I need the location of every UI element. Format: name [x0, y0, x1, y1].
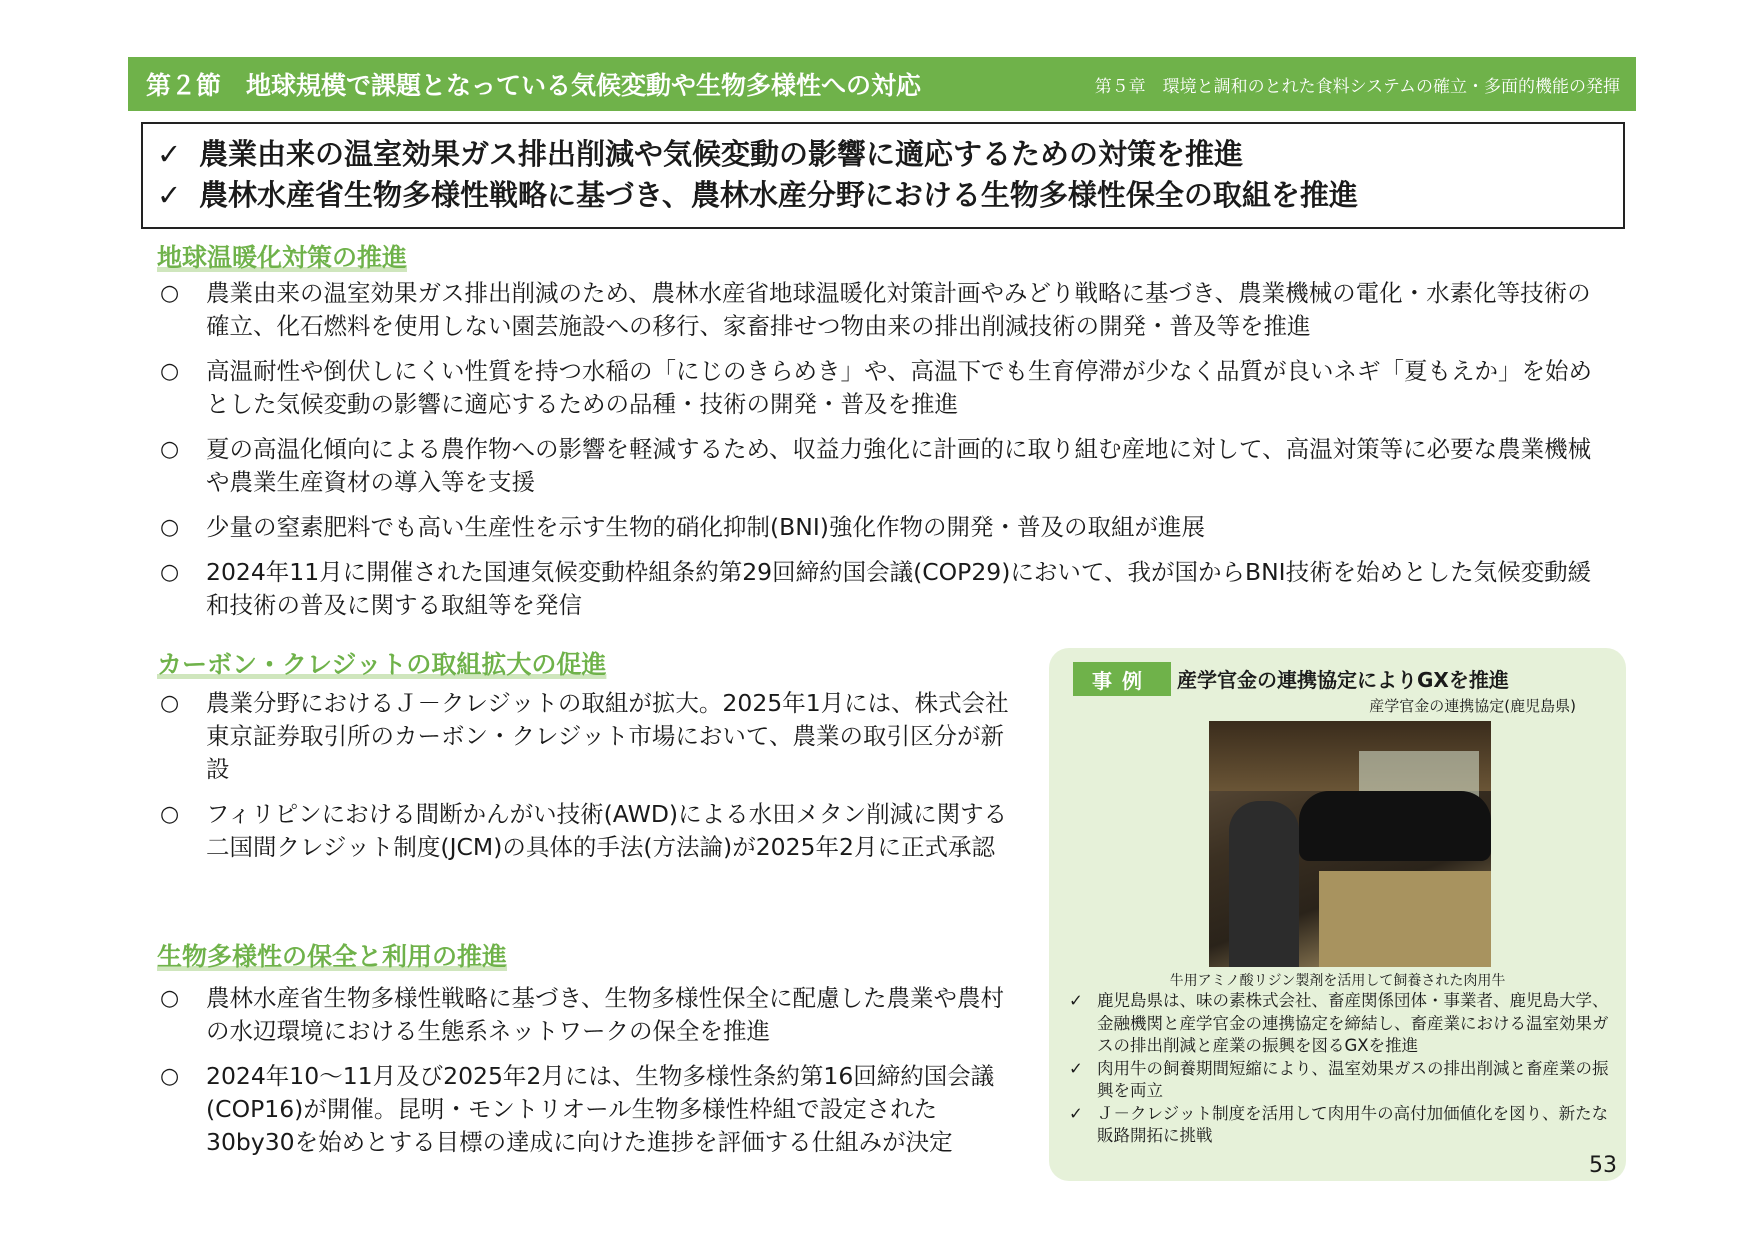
list-item: ○ 農業分野におけるＪ－クレジットの取組が拡大。2025年1月には、株式会社東京証券取引所のカーボン・クレジット市場において、農業の取引区分が新設 — [160, 689, 1009, 783]
section-header — [128, 57, 1636, 111]
summary-line — [157, 134, 1623, 175]
case-study-points — [1069, 990, 1609, 1148]
list-item: ○ 農業由来の温室効果ガス排出削減のため、農林水産省地球温暖化対策計画やみどり戦略に基づき、農業機械の電化・水素化等技術の確立、化石燃料を使用しない園芸施設への移行、家畜排せつ物由来の排出削減技術の開発・普及等を推進 — [160, 279, 1591, 340]
check-icon: ✓ — [157, 178, 182, 212]
section-heading-biodiversity: 生物多様性の保全と利用の推進 — [157, 942, 508, 971]
section-heading-carbon-credit: カーボン・クレジットの取組拡大の促進 — [157, 650, 607, 679]
cattle-figure — [1299, 791, 1491, 861]
feed-trough — [1319, 871, 1491, 967]
circle-bullet-icon: ○ — [160, 1064, 180, 1089]
summary-line — [157, 175, 1623, 216]
list-item: ○ フィリピンにおける間断かんがい技術(AWD)による水田メタン削減に関する二国間クレジット制度(JCM)の具体的手法(方法論)が2025年2月に正式承認 — [160, 800, 1008, 861]
circle-bullet-icon: ○ — [160, 986, 180, 1011]
list-item: ○ 高温耐性や倒伏しにくい性質を持つ水稲の「にじのきらめき」や、高温下でも生育停滞が少なく品質が良いネギ「夏もえか」を始めとした気候変動の影響に適応するための品種・技術の開発・普及を推進 — [160, 357, 1593, 418]
section-heading-global-warming: 地球温暖化対策の推進 — [157, 243, 408, 272]
photo-label: 産学官金の連携協定(鹿児島県) — [1369, 697, 1576, 715]
check-icon: ✓ — [157, 137, 182, 171]
circle-bullet-icon: ○ — [160, 281, 180, 306]
list-item: ○ 2024年10～11月及び2025年2月には、生物多様性条約第16回締約国会議(COP16)が開催。昆明・モントリオール生物多様性枠組で設定された30by30を始めとする目標の達成に向けた進捗を評価する仕組みが決定 — [160, 1062, 995, 1156]
circle-bullet-icon: ○ — [160, 359, 180, 384]
circle-bullet-icon: ○ — [160, 691, 180, 716]
list-item: ✓ Ｊ－クレジット制度を活用して肉用牛の高付加価値化を図り、新たな販路開拓に挑戦 — [1069, 1103, 1609, 1145]
check-icon: ✓ — [1069, 991, 1083, 1010]
photo-caption: 牛用アミノ酸リジン製剤を活用して飼養された肉用牛 — [1169, 973, 1506, 989]
check-icon: ✓ — [1069, 1058, 1083, 1078]
bullet-list-biodiversity — [160, 982, 1025, 1159]
list-item: ✓ 肉用牛の飼養期間短縮により、温室効果ガスの排出削減と畜産業の振興を両立 — [1069, 1058, 1609, 1100]
bullet-list-carbon-credit — [160, 687, 1025, 864]
check-icon: ✓ — [1069, 1103, 1083, 1123]
bullet-list-global-warming — [160, 277, 1600, 622]
case-study-title: 産学官金の連携協定によりGXを推進 — [1177, 668, 1509, 692]
section-title: 第２節 地球規模で課題となっている気候変動や生物多様性への対応 — [146, 71, 922, 100]
list-item: ○ 夏の高温化傾向による農作物への影響を軽減するため、収益力強化に計画的に取り組む産地に対して、高温対策等に必要な農業機械や農業生産資材の導入等を支援 — [160, 435, 1592, 496]
circle-bullet-icon: ○ — [160, 437, 180, 462]
list-item: ○ 少量の窒素肥料でも高い生産性を示す生物的硝化抑制(BNI)強化作物の開発・普及の取組が進展 — [160, 511, 1600, 544]
summary-text: 農業由来の温室効果ガス排出削減や気候変動の影響に適応するための対策を推進 — [199, 137, 1244, 171]
case-study-box — [1049, 648, 1626, 1181]
list-item: ○ 農林水産省生物多様性戦略に基づき、生物多様性保全に配慮した農業や農村の水辺環境における生態系ネットワークの保全を推進 — [160, 984, 1005, 1045]
page-number: 53 — [1589, 1153, 1617, 1178]
chapter-title: 第５章 環境と調和のとれた食料システムの確立・多面的機能の発揮 — [1094, 76, 1620, 97]
summary-text: 農林水産省生物多様性戦略に基づき、農林水産分野における生物多様性保全の取組を推進 — [199, 178, 1358, 212]
list-item: ✓ 鹿児島県は、味の素株式会社、畜産関係団体・事業者、鹿児島大学、金融機関と産学官金の連携協定を締結し、畜産業における温室効果ガスの排出削減と産業の振興を図るGXを推進 — [1069, 991, 1609, 1055]
person-figure — [1229, 801, 1299, 967]
circle-bullet-icon: ○ — [160, 560, 180, 585]
list-item: ○ 2024年11月に開催された国連気候変動枠組条約第29回締約国会議(COP29)において、我が国からBNI技術を始めとした気候変動緩和技術の普及に関する取組等を発信 — [160, 558, 1592, 619]
case-study-tag: 事例 — [1073, 662, 1171, 696]
cattle-barn-photo — [1209, 721, 1491, 967]
summary-box — [141, 122, 1625, 229]
circle-bullet-icon: ○ — [160, 802, 180, 827]
circle-bullet-icon: ○ — [160, 515, 180, 540]
